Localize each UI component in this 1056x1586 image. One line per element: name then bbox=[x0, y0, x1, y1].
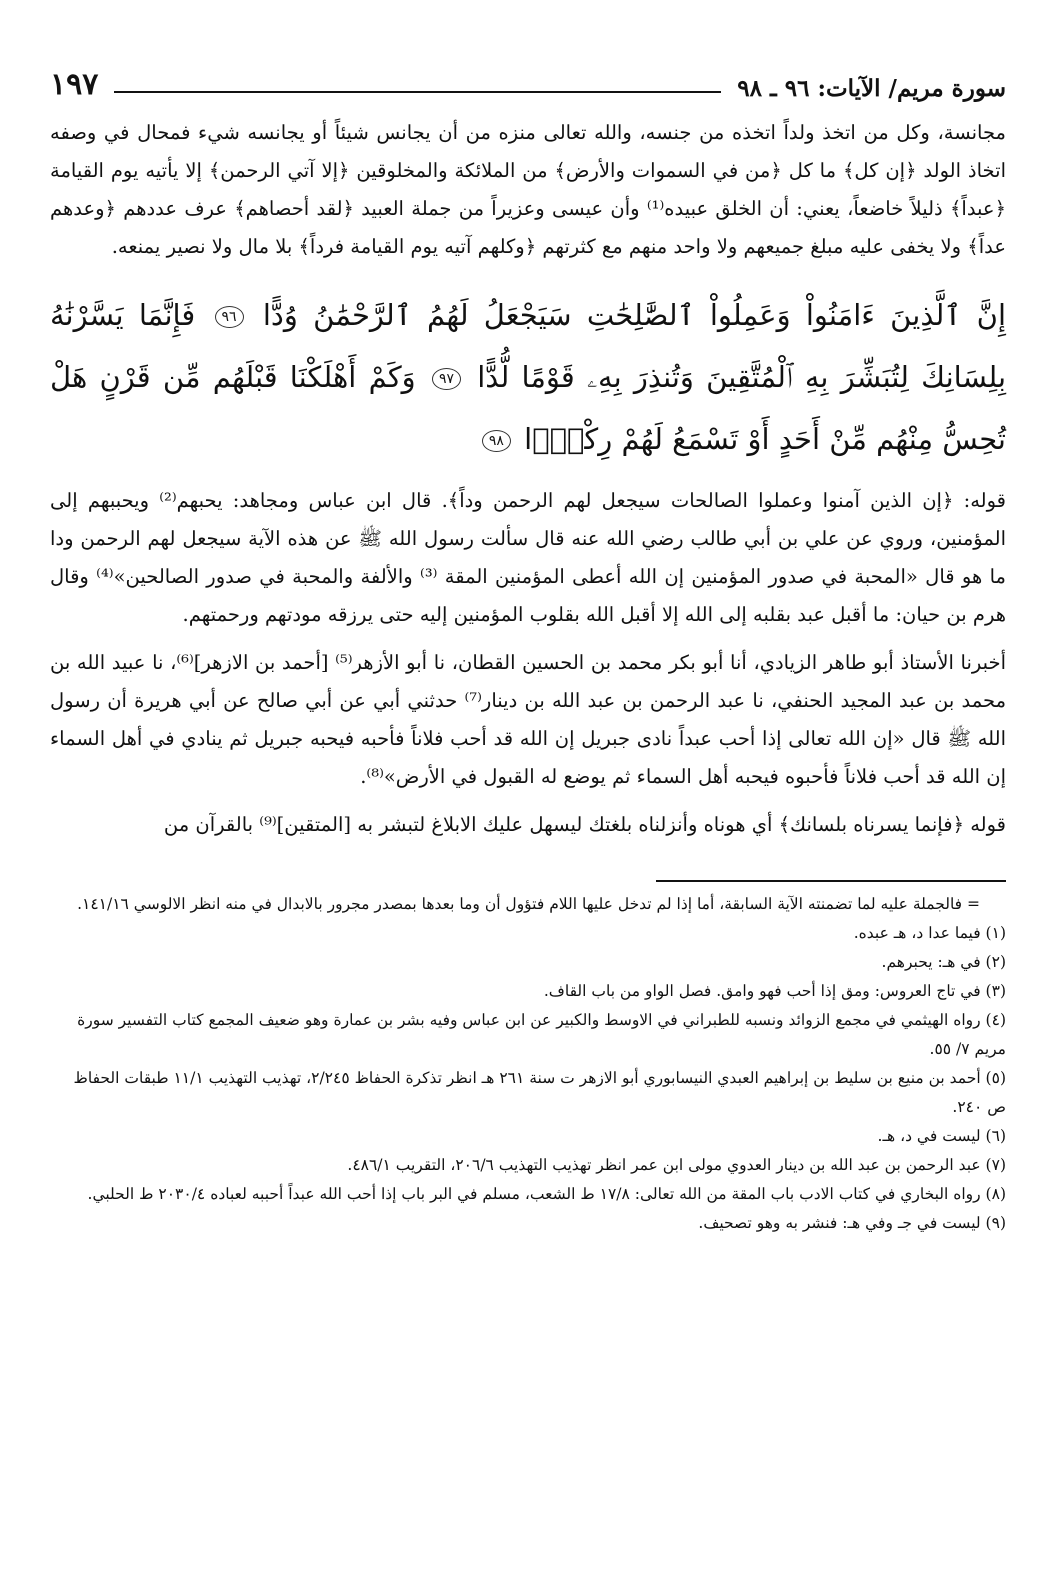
footnote-continuation: = فالجملة عليه لما تضمنته الآية السابقة، أما إذا لم تدخل عليها اللام فتؤول أن وما بعدها بمصدر مجرور بالابدال في منه انظر الالوسي ١٤١/١٦. bbox=[77, 895, 980, 913]
footnote-7: (٧) عبد الرحمن بن عبد الله بن دينار العدوي مولى ابن عمر انظر تهذيب التهذيب ٢٠٦/٦، التقريب ٤٨٦/١. bbox=[347, 1156, 1006, 1174]
ayah-97-text: فَإِنَّمَا يَسَّرْنَٰهُ بِلِسَانِكَ لِتُبَشِّرَ بِهِ ٱلْمُتَّقِينَ وَتُنذِرَ بِهِۦ قَوْمًا لُّدًّا bbox=[50, 298, 1007, 394]
footnote-2: (٢) في هـ: يحبرهم. bbox=[881, 953, 1006, 971]
footnotes bbox=[50, 890, 1006, 1238]
commentary-paragraph-2: أخبرنا الأستاذ أبو طاهر الزيادي، أنا أبو بكر محمد بن الحسين القطان، نا أبو الأزهر⁽⁵⁾ [أحمد بن الازهر]⁽⁶⁾، نا عبيد الله بن محمد بن عبد المجيد الحنفي، نا عبد الرحمن بن عبد الله بن دينار⁽⁷⁾ حدثني أبي عن أبي صالح عن أبي هريرة أن رسول الله ﷺ قال «إن الله تعالى إذا أحب عبداً نادى جبريل إن الله قد أحب فلاناً فأحبه فيحبه جبريل ثم ينادي في أهل السماء إن الله قد أحب فلاناً فأحبوه فيحبه أهل السماء ثم يوضع له القبول في الأرض»⁽⁸⁾. bbox=[50, 651, 1007, 788]
footnote-5: (٥) أحمد بن منيع بن سليط بن إبراهيم العبدي النيسابوري أبو الازهر ت سنة ٢٦١ هـ انظر تذكرة الحفاظ ٢/٢٤٥، تهذيب التهذيب ١١/١ طبقات الحفاظ ص ٢٤٠. bbox=[73, 1069, 1006, 1116]
footnote-1: (١) فيما عدا د، هـ عبده. bbox=[853, 924, 1006, 942]
footnote-divider-wrap bbox=[50, 880, 1006, 882]
commentary-paragraph-1: قوله: ﴿إن الذين آمنوا وعملوا الصالحات سيجعل لهم الرحمن وداً﴾. قال ابن عباس ومجاهد: يحبهم⁽²⁾ ويحببهم إلى المؤمنين، وروي عن علي بن أبي طالب رضي الله عنه قال سألت رسول الله ﷺ عن هذه الآية سيجعل لهم الرحمن ودا ما هو قال «المحبة في صدور المؤمنين إن الله أعطى المؤمنين المقة ⁽³⁾ والألفة والمحبة في صدور الصالحين»⁽⁴⁾ وقال هرم بن حيان: ما أقبل عبد بقلبه إلى الله إلا أقبل الله بقلوب المؤمنين إليه حتى يرزقه مودتهم ورحمتهم. bbox=[50, 489, 1006, 626]
footnote-9: (٩) ليست في جـ وفي هـ: فنشر به وهو تصحيف. bbox=[698, 1214, 1006, 1232]
ayah-97-marker: ٩٧ bbox=[432, 368, 461, 390]
header-divider bbox=[114, 91, 721, 93]
quran-verses bbox=[50, 284, 1006, 470]
ayah-96-marker: ٩٦ bbox=[215, 306, 244, 328]
page-number: ١٩٧ bbox=[50, 67, 99, 102]
ayah-98-text: وَكَمْ أَهْلَكْنَا قَبْلَهُم مِّن قَرْنٍ هَلْ تُحِسُّ مِنْهُم مِّنْ أَحَدٍ أَوْ تَسْمَعُ لَهُمْ رِكْزًۢا bbox=[50, 360, 1006, 456]
commentary-paragraph-3: قوله ﴿فإنما يسرناه بلسانك﴾ أي هوناه وأنزلناه بلغتك ليسهل عليك الابلاغ لتبشر به [المتقين]⁽⁹⁾ بالقرآن من bbox=[163, 813, 1006, 836]
intro-paragraph: مجانسة، وكل من اتخذ ولداً اتخذه من جنسه، والله تعالى منزه من أن يجانس شيئاً أو يجانسه شيء فمحال في وصفه اتخاذ الولد ﴿إن كل﴾ ما كل ﴿من في السموات والأرض﴾ من الملائكة والمخلوقين ﴿إلا آتي الرحمن﴾ إلا يأتيه يوم القيامة ﴿عبداً﴾ ذليلاً خاضعاً، يعني: أن الخلق عبيده⁽¹⁾ وأن عيسى وعزيراً من جملة العبيد ﴿لقد أحصاهم﴾ عرف عددهم ﴿وعدهم عداً﴾ ولا يخفى عليه مبلغ جميعهم ولا واحد منهم مع كثرتهم ﴿وكلهم آتيه يوم القيامة فرداً﴾ بلا مال ولا نصير يمنعه. bbox=[50, 121, 1006, 258]
footnote-3: (٣) في تاج العروس: ومق إذا أحب فهو وامق. فصل الواو من باب القاف. bbox=[543, 982, 1006, 1000]
footnote-8: (٨) رواه البخاري في كتاب الادب باب المقة من الله تعالى: ١٧/٨ ط الشعب، مسلم في البر باب إذا أحب الله عبداً أحببه لعباده ٢٠٣٠/٤ ط الحلبي. bbox=[87, 1185, 1006, 1203]
footnote-divider bbox=[656, 880, 1006, 882]
footnote-4: (٤) رواه الهيثمي في مجمع الزوائد ونسبه للطبراني في الاوسط والكبير عن ابن عباس وفيه بشر بن عمارة وهو ضعيف المجمع كتاب التفسير سورة مريم ٧/ ٥٥. bbox=[77, 1011, 1006, 1058]
page-header bbox=[50, 62, 1006, 102]
running-title: سورة مريم/ الآيات: ٩٦ ـ ٩٨ bbox=[737, 75, 1006, 102]
ayah-98-marker: ٩٨ bbox=[482, 430, 511, 452]
ayah-96-text: إِنَّ ٱلَّذِينَ ءَامَنُواْ وَعَمِلُواْ ٱلصَّٰلِحَٰتِ سَيَجْعَلُ لَهُمُ ٱلرَّحْمَٰنُ وُدًّا bbox=[262, 298, 1007, 332]
footnote-6: (٦) ليست في د، هـ. bbox=[877, 1127, 1006, 1145]
